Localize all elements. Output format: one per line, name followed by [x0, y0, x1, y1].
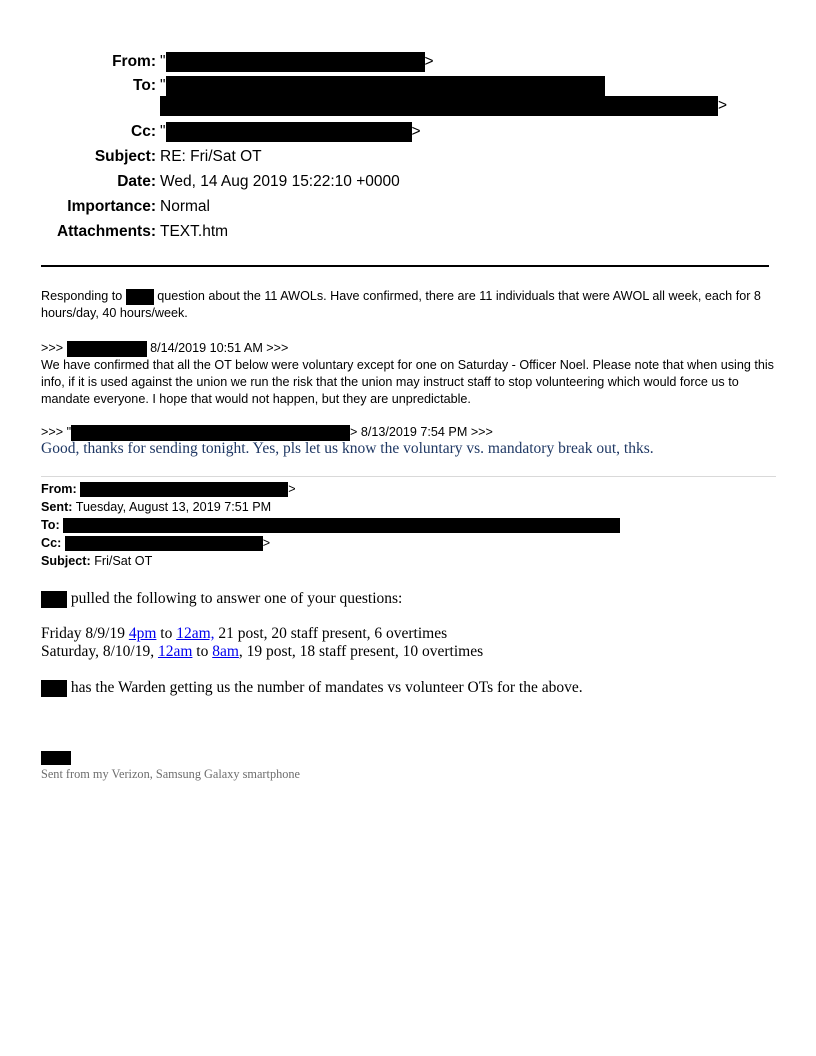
time-link-4pm[interactable]: 4pm	[128, 625, 157, 642]
angle-bracket: >	[411, 123, 421, 141]
angle-bracket: >	[424, 53, 434, 71]
fw-from-row	[41, 480, 296, 498]
quote-prefix: >>>	[41, 341, 64, 355]
angle-bracket: >	[262, 536, 271, 550]
to-label: To:	[133, 77, 156, 94]
fw-subject-value: Fri/Sat OT	[94, 554, 153, 568]
redacted-recipients-2	[160, 96, 718, 116]
redacted-recipients	[63, 518, 620, 533]
redacted-recipients	[166, 76, 605, 96]
fw-to-label: To:	[41, 518, 60, 532]
redacted-signature	[41, 751, 71, 765]
time-link-12am[interactable]: 12am	[157, 643, 193, 660]
quote2-time: > 8/13/2019 7:54 PM >>>	[350, 425, 493, 439]
quote1-time: 8/14/2019 10:51 AM >>>	[150, 341, 289, 355]
fw-subject-row	[41, 552, 152, 570]
date-value: Wed, 14 Aug 2019 15:22:10 +0000	[160, 173, 400, 190]
friday-line	[41, 625, 447, 643]
friday-stats: 21 post, 20 staff present, 6 overtimes	[214, 625, 448, 642]
angle-bracket: >	[288, 482, 296, 496]
reply-text-post: question about the 11 AWOLs. Have confirmed, there are 11 individuals that were AWOL all week, each for 8 hours/day, 40 hours/week.	[41, 289, 761, 320]
saturday-line	[41, 643, 483, 661]
date-label: Date:	[117, 173, 156, 190]
quote-mark: "	[160, 53, 166, 71]
attachment-link[interactable]: TEXT.htm	[160, 223, 229, 240]
saturday-to: to	[192, 643, 213, 660]
header-divider	[41, 265, 769, 267]
quote-prefix: >>> "	[41, 425, 72, 439]
forward-divider	[41, 476, 776, 477]
redacted-sender	[80, 482, 288, 497]
friday-to: to	[156, 625, 177, 642]
fw-subject-label: Subject:	[41, 554, 91, 568]
importance-label: Importance:	[67, 198, 156, 215]
redacted-sender	[71, 425, 350, 441]
redacted-cc	[166, 122, 412, 142]
attachments-label: Attachments:	[56, 223, 156, 240]
subject-value: RE: Fri/Sat OT	[160, 148, 262, 165]
redacted-name	[126, 289, 154, 305]
redacted-sender	[166, 52, 425, 72]
redacted-name	[41, 680, 67, 697]
friday-text: Friday 8/9/19	[41, 625, 129, 642]
importance-value: Normal	[160, 198, 210, 215]
time-link-12am[interactable]: 12am,	[176, 625, 215, 642]
original-line1-text: pulled the following to answer one of your questions:	[70, 590, 403, 607]
quote-mark: "	[160, 77, 166, 95]
cc-label: Cc:	[131, 123, 156, 140]
reply-paragraph	[41, 288, 777, 322]
quote2-header	[41, 424, 777, 441]
fw-sent-value: Tuesday, August 13, 2019 7:51 PM	[75, 500, 272, 514]
quote1-text: We have confirmed that all the OT below were voluntary except for one on Saturday - Officer Noel. Please note that when using this info, if it is used against the union we run the risk that the union may instruct staff to stop volunteering which would force us to mandate everyone. I hope that would not happen, but they are unpredictable.	[41, 358, 774, 406]
quote1-header	[41, 340, 777, 357]
fw-sent-label: Sent:	[41, 500, 73, 514]
fw-sent-row	[41, 498, 271, 516]
fw-cc-label: Cc:	[41, 536, 62, 550]
redacted-name	[41, 591, 67, 608]
quote2-text: Good, thanks for sending tonight. Yes, pls let us know the voluntary vs. mandatory break out, thks.	[41, 440, 654, 457]
time-link-8am[interactable]: 8am	[212, 643, 239, 660]
fw-from-label: From:	[41, 482, 77, 496]
redacted-cc	[65, 536, 263, 551]
original-line3-text: has the Warden getting us the number of mandates vs volunteer OTs for the above.	[70, 679, 583, 696]
signature-note: Sent from my Verizon, Samsung Galaxy smartphone	[41, 767, 300, 781]
quote-mark: "	[160, 123, 166, 141]
original-line1	[41, 590, 402, 608]
redacted-name	[67, 341, 147, 357]
fw-to-row	[41, 516, 620, 534]
fw-cc-row	[41, 534, 270, 552]
reply-text-pre: Responding to	[41, 289, 123, 303]
saturday-text: Saturday, 8/10/19,	[41, 643, 158, 660]
saturday-stats: , 19 post, 18 staff present, 10 overtimes	[238, 643, 484, 660]
angle-bracket: >	[718, 97, 728, 115]
original-line3	[41, 679, 583, 697]
subject-label: Subject:	[94, 148, 156, 165]
from-label: From:	[112, 53, 156, 70]
